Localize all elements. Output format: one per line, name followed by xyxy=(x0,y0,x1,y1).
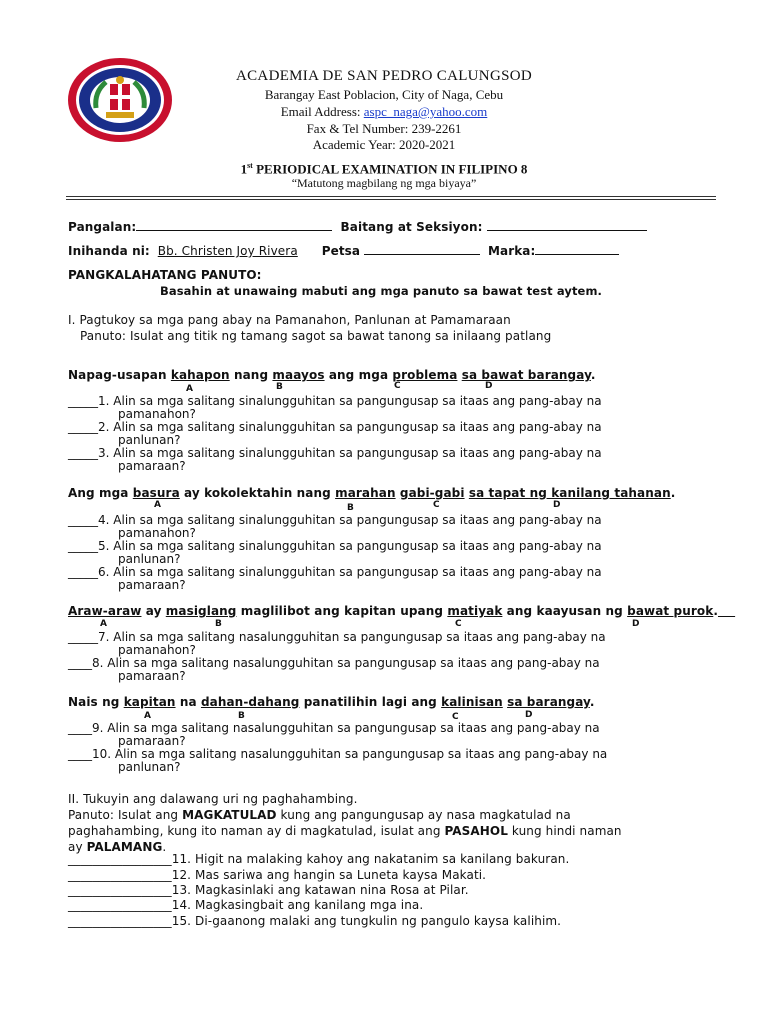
sentence-4 xyxy=(68,695,595,709)
part2-title: II. Tukuyin ang dalawang uri ng paghahambing. xyxy=(68,792,358,806)
q8-line1: Alin sa mga salitang nasalungguhitan sa pangungusap sa itaas ang pang-abay na xyxy=(107,656,600,670)
item12-num: 12. xyxy=(171,868,192,882)
prepared-row xyxy=(68,243,619,258)
email-link[interactable]: aspc_naga@yahoo.com xyxy=(363,104,488,119)
header-rule-top xyxy=(66,196,716,197)
s1-letter-b: B xyxy=(276,382,283,392)
answer-blank-9[interactable]: ____ xyxy=(68,721,92,735)
answer-blank-13[interactable]: _________________ xyxy=(68,883,172,897)
question-2 xyxy=(68,421,708,447)
s3-letter-d: D xyxy=(632,619,640,629)
general-text: Basahin at unawaing mabuti ang mga panuto sa bawat test aytem. xyxy=(160,284,603,298)
q6-num: 6. xyxy=(98,565,110,579)
q9-num: 9. xyxy=(92,721,104,735)
q8-line2: pamaraan? xyxy=(118,669,186,683)
s4-word-d: sa barangay xyxy=(507,695,590,709)
exam-number: 1 xyxy=(240,161,248,177)
answer-blank-11[interactable]: _________________ xyxy=(68,852,172,866)
part2-item-12 xyxy=(68,868,486,882)
s3-text-h: . xyxy=(713,604,718,618)
item14-text: Magkasingbait ang kanilang mga ina. xyxy=(195,898,424,912)
question-3 xyxy=(68,447,708,473)
s2-text-c: ay kokolektahin nang xyxy=(179,486,336,500)
s1-word-a: kahapon xyxy=(170,368,230,382)
date-label: Petsa xyxy=(321,244,361,258)
s2-letter-c: C xyxy=(433,500,440,510)
keyword-magkatulad: MAGKATULAD xyxy=(182,808,277,822)
academic-year: Academic Year: 2020-2021 xyxy=(312,137,456,152)
name-row xyxy=(68,219,647,234)
s4-text-e: panatilihin lagi ang xyxy=(299,695,442,709)
part2-item-13 xyxy=(68,883,469,897)
part2-directions xyxy=(68,807,718,855)
s3-text-f: ang kaayusan ng xyxy=(502,604,628,618)
q1-line2: pamanahon? xyxy=(118,407,196,421)
answer-blank-7[interactable]: _____ xyxy=(68,630,98,644)
part2-dir3: paghahambing, kung ito naman ay di magkatulad, isulat ang xyxy=(68,824,445,838)
s4-text-i: . xyxy=(589,695,595,709)
s4-text-c: na xyxy=(175,695,201,709)
grade-blank[interactable] xyxy=(487,219,647,231)
q3-num: 3. xyxy=(98,446,110,460)
item12-text: Mas sariwa ang hangin sa Luneta kaysa Makati. xyxy=(195,868,487,882)
question-9 xyxy=(68,722,708,748)
q10-line2: panlunan? xyxy=(118,760,181,774)
name-blank[interactable] xyxy=(136,219,332,231)
s3-text-d: maglilibot ang kapitan upang xyxy=(236,604,448,618)
s4-letter-c: C xyxy=(452,712,459,722)
s4-word-b: dahan-dahang xyxy=(200,695,300,709)
s2-text-i: . xyxy=(670,486,676,500)
item11-text: Higit na malaking kahoy ang nakatanim sa kanilang bakuran. xyxy=(195,852,570,866)
s2-word-c: gabi-gabi xyxy=(399,486,465,500)
item11-num: 11. xyxy=(171,852,192,866)
s1-letter-c: C xyxy=(394,381,401,391)
q9-line2: pamaraan? xyxy=(118,734,186,748)
date-blank[interactable] xyxy=(364,243,480,255)
s4-letter-d: D xyxy=(525,710,533,720)
s2-text-a: Ang mga xyxy=(68,486,133,500)
question-6 xyxy=(68,566,708,592)
question-5 xyxy=(68,540,708,566)
exam-motto: “Matutong magbilang ng mga biyaya” xyxy=(291,176,477,190)
answer-blank-14[interactable]: _________________ xyxy=(68,898,172,912)
answer-blank-10[interactable]: ____ xyxy=(68,747,92,761)
prepared-value: Bb. Christen Joy Rivera xyxy=(157,244,298,258)
sentence-2 xyxy=(68,486,675,500)
sentence-1 xyxy=(68,368,596,382)
header-rule-bottom xyxy=(66,199,716,200)
email-label: Email Address: xyxy=(280,104,364,119)
answer-blank-4[interactable]: _____ xyxy=(68,513,98,527)
s3-word-b: masiglang xyxy=(165,604,237,618)
s2-word-d: sa tapat ng kanilang tahanan xyxy=(468,486,671,500)
score-label: Marka: xyxy=(487,244,536,258)
s1-word-b: maayos xyxy=(272,368,325,382)
s3-letter-c: C xyxy=(455,619,462,629)
s1-text-e: ang mga xyxy=(324,368,393,382)
answer-blank-12[interactable]: _________________ xyxy=(68,868,172,882)
s2-letter-a: A xyxy=(154,500,161,510)
q3-line1: Alin sa mga salitang sinalungguhitan sa pangungusap sa itaas ang pang-abay na xyxy=(113,446,602,460)
s4-word-c: kalinisan xyxy=(441,695,503,709)
q2-line1: Alin sa mga salitang sinalungguhitan sa pangungusap sa itaas ang pang-abay na xyxy=(113,420,602,434)
q7-num: 7. xyxy=(98,630,110,644)
question-10 xyxy=(68,748,708,774)
s4-word-a: kapitan xyxy=(123,695,176,709)
q3-line2: pamaraan? xyxy=(118,459,186,473)
q4-line2: pamanahon? xyxy=(118,526,196,540)
q1-line1: Alin sa mga salitang sinalungguhitan sa pangungusap sa itaas ang pang-abay na xyxy=(113,394,602,408)
s2-letter-d: D xyxy=(553,500,561,510)
s3-word-d: bawat purok xyxy=(627,604,714,618)
part2-dir1: Panuto: Isulat ang xyxy=(68,808,183,822)
item13-num: 13. xyxy=(171,883,192,897)
q2-num: 2. xyxy=(98,420,110,434)
s2-word-b: marahan xyxy=(335,486,396,500)
q7-line2: pamanahon? xyxy=(118,643,196,657)
sentence-3 xyxy=(68,604,735,618)
item14-num: 14. xyxy=(171,898,192,912)
q6-line1: Alin sa mga salitang sinalungguhitan sa pangungusap sa itaas ang pang-abay na xyxy=(113,565,602,579)
answer-blank-15[interactable]: _________________ xyxy=(68,914,172,928)
s1-letter-d: D xyxy=(485,381,493,391)
keyword-pasahol: PASAHOL xyxy=(444,824,508,838)
q10-line1: Alin sa mga salitang nasalungguhitan sa pangungusap sa itaas ang pang-abay na xyxy=(114,747,608,761)
question-4 xyxy=(68,514,708,540)
answer-blank-5[interactable]: _____ xyxy=(68,539,98,553)
s3-trailing-line xyxy=(718,604,735,618)
answer-blank-3[interactable]: _____ xyxy=(68,446,98,460)
q4-num: 4. xyxy=(98,513,110,527)
s1-text-i: . xyxy=(590,368,596,382)
s4-text-a: Nais ng xyxy=(68,695,124,709)
exam-title xyxy=(0,161,768,177)
s1-letter-a: A xyxy=(186,384,193,394)
s1-word-d: sa bawat barangay xyxy=(461,368,591,382)
school-address: Barangay East Poblacion, City of Naga, Cebu xyxy=(264,87,504,102)
part2-item-11 xyxy=(68,852,569,866)
s2-word-a: basura xyxy=(132,486,180,500)
q4-line1: Alin sa mga salitang sinalungguhitan sa pangungusap sa itaas ang pang-abay na xyxy=(113,513,602,527)
keyword-palamang: PALAMANG xyxy=(86,840,163,854)
q5-line1: Alin sa mga salitang sinalungguhitan sa pangungusap sa itaas ang pang-abay na xyxy=(113,539,602,553)
part2-dir2: kung ang pangungusap ay nasa magkatulad na xyxy=(276,808,571,822)
part2-item-14 xyxy=(68,898,423,912)
email-line xyxy=(0,104,768,120)
part2-dir5: ay xyxy=(68,840,87,854)
answer-blank-8[interactable]: ____ xyxy=(68,656,92,670)
q8-num: 8. xyxy=(92,656,104,670)
answer-blank-6[interactable]: _____ xyxy=(68,565,98,579)
item15-num: 15. xyxy=(171,914,192,928)
s3-letter-b: B xyxy=(215,619,222,629)
grade-label: Baitang at Seksiyon: xyxy=(340,220,483,234)
s3-letter-a: A xyxy=(100,619,107,629)
part2-dir6: . xyxy=(162,840,167,854)
answer-blank-1[interactable]: _____ xyxy=(68,394,98,408)
question-7 xyxy=(68,631,708,657)
s4-letter-a: A xyxy=(144,711,151,721)
score-blank[interactable] xyxy=(535,243,619,255)
s2-letter-b: B xyxy=(347,503,354,513)
s3-word-a: Araw-araw xyxy=(68,604,142,618)
name-label: Pangalan: xyxy=(68,220,137,234)
exam-title-text: PERIODICAL EXAMINATION IN FILIPINO 8 xyxy=(252,161,528,177)
part2-item-15 xyxy=(68,914,561,928)
exam-sup: st xyxy=(247,161,253,170)
q7-line1: Alin sa mga salitang nasalungguhitan sa pangungusap sa itaas ang pang-abay na xyxy=(113,630,606,644)
q9-line1: Alin sa mga salitang nasalungguhitan sa pangungusap sa itaas ang pang-abay na xyxy=(107,721,600,735)
s3-text-b: ay xyxy=(141,604,166,618)
general-title: PANGKALAHATANG PANUTO: xyxy=(68,268,262,282)
fax-tel: Fax & Tel Number: 239-2261 xyxy=(306,121,462,136)
q6-line2: pamaraan? xyxy=(118,578,186,592)
school-name: ACADEMIA DE SAN PEDRO CALUNGSOD xyxy=(236,68,532,84)
prepared-label: Inihanda ni: xyxy=(68,244,150,258)
q10-num: 10. xyxy=(92,747,112,761)
item13-text: Magkasinlaki ang katawan nina Rosa at Pilar. xyxy=(195,883,469,897)
q5-num: 5. xyxy=(98,539,110,553)
part2-dir4: kung hindi naman xyxy=(507,824,622,838)
part1-directions: Panuto: Isulat ang titik ng tamang sagot sa bawat tanong sa inilaang patlang xyxy=(80,329,552,343)
q5-line2: panlunan? xyxy=(118,552,181,566)
question-8 xyxy=(68,657,708,683)
q1-num: 1. xyxy=(98,394,110,408)
s4-letter-b: B xyxy=(238,711,245,721)
s3-word-c: matiyak xyxy=(447,604,503,618)
part1-title: I. Pagtukoy sa mga pang abay na Pamanahon, Panlunan at Pamamaraan xyxy=(68,313,511,327)
s1-text-c: nang xyxy=(229,368,273,382)
question-1 xyxy=(68,395,708,421)
s1-word-c: problema xyxy=(392,368,458,382)
item15-text: Di-gaanong malaki ang tungkulin ng pangulo kaysa kalihim. xyxy=(195,914,562,928)
q2-line2: panlunan? xyxy=(118,433,181,447)
s1-text-a: Napag-usapan xyxy=(68,368,171,382)
answer-blank-2[interactable]: _____ xyxy=(68,420,98,434)
